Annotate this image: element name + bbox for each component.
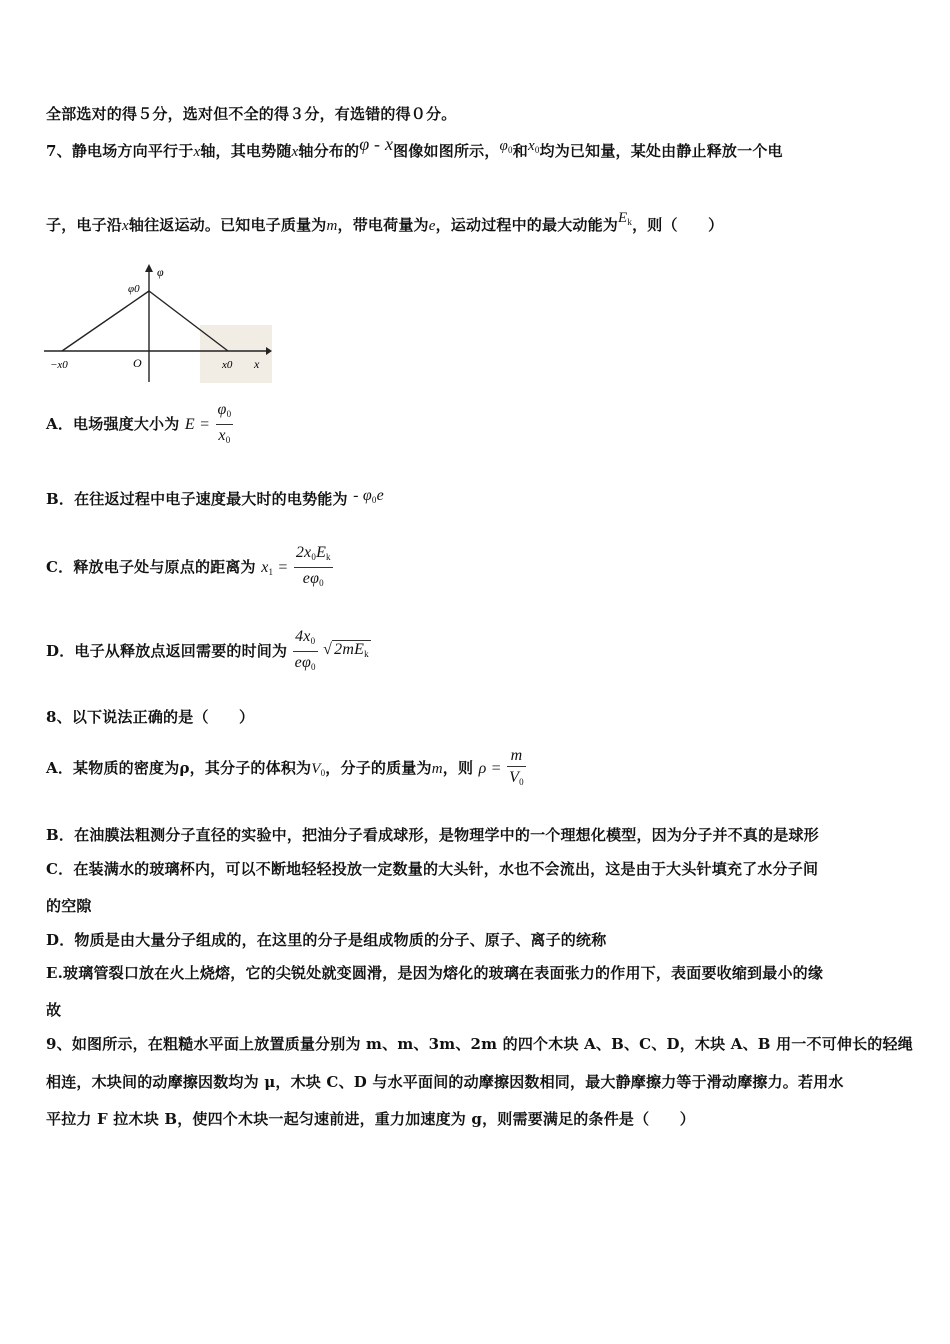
x-axis-label: x (254, 357, 260, 371)
q8-option-c-line2: 的空隙 (46, 897, 92, 915)
right-potential-line (149, 291, 228, 351)
q9-line2: 相连，木块间的动摩擦因数均为 μ，木块 C、D 与水平面间的动摩擦因数相同，最大静摩擦力等于滑动摩擦力。若用水 (46, 1073, 844, 1091)
q8-option-e-line2: 故 (46, 1001, 62, 1019)
q9-line3: 平拉力 F 拉木块 B，使四个木块一起匀速前进，重力加速度为 g，则需要满足的条件是（ ） (46, 1110, 695, 1128)
fraction-release-distance: $\frac{2x_0E_k}{e\varphi_0}$ (295, 544, 331, 588)
sqrt-2mEk: √ $2mE_k$ (323, 641, 369, 659)
q7-option-d: D．电子从释放点返回需要的时间为 $\frac{4x_0}{e\varphi_0}$ √ $2mE_k$ (46, 620, 904, 680)
q9-line1: 9、如图所示，在粗糙水平面上放置质量分别为 m、m、3m、2m 的四个木块 A、B、C、D，木块 A、B 用一不可伸长的轻绳 (46, 1035, 913, 1053)
q7-line2: 子，电子沿x轴往返运动。已知电子质量为m，带电荷量为e，运动过程中的最大动能为$E_k$，则（ ） (46, 210, 724, 234)
neg-x0-label: −x0 (50, 359, 68, 371)
fraction-phi0-over-x0: $\frac{\varphi_0}{x_0}$ (217, 401, 232, 445)
q8-option-a: A．某物质的密度为ρ，其分子的体积为$V_0$，分子的质量为m，则 ρ = $\frac{m}{V_0}$ (46, 740, 904, 796)
q8-option-c-line1: C．在装满水的玻璃杯内，可以不断地轻轻投放一定数量的大头针，水也不会流出，这是由于大头针填充了水分子间 (46, 860, 819, 878)
fraction-m-over-V0: $\frac{m}{V_0}$ (509, 747, 524, 787)
q8-option-d: D．物质是由大量分子组成的，在这里的分子是组成物质的分子、原子、离子的统称 (46, 931, 607, 949)
x-axis-arrow (266, 347, 272, 355)
phi-x-graph (44, 264, 272, 382)
fraction-return-time: $\frac{4x_0}{e\varphi_0}$ (294, 628, 316, 672)
left-potential-line (62, 291, 149, 351)
x0-label: x0 (222, 359, 233, 371)
phi-axis-label: φ (157, 265, 164, 279)
q7-option-b: B．在往返过程中电子速度最大时的电势能为 - $\varphi_0e$ (46, 487, 384, 508)
q7-option-c: C．释放电子处与原点的距离为 $x_1$ = $\frac{2x_0E_k}{e\varphi_0}$ (46, 537, 904, 597)
q7-line1: 7、静电场方向平行于x轴，其电势随x轴分布的φ - x图像如图所示，$\varphi_0$和$x_0$均为已知量，某处由静止释放一个电 (46, 134, 783, 160)
phi0-label: φ0 (128, 283, 140, 295)
phi-axis-arrow (145, 264, 153, 272)
intro-line: 全部选对的得５分，选对但不全的得３分，有选错的得０分。 (46, 105, 457, 123)
q7-option-a: A．电场强度大小为 E = $\frac{\varphi_0}{x_0}$ (46, 400, 904, 448)
q8-stem: 8、以下说法正确的是（ ） (46, 708, 255, 726)
origin-label: O (133, 356, 142, 370)
q8-option-e-line1: E.玻璃管裂口放在火上烧熔，它的尖锐处就变圆滑，是因为熔化的玻璃在表面张力的作用下，表面要收缩到最小的缘 (46, 964, 824, 982)
q8-option-b: B．在油膜法粗测分子直径的实验中，把油分子看成球形，是物理学中的一个理想化模型，因为分子并不真的是球形 (46, 826, 819, 844)
